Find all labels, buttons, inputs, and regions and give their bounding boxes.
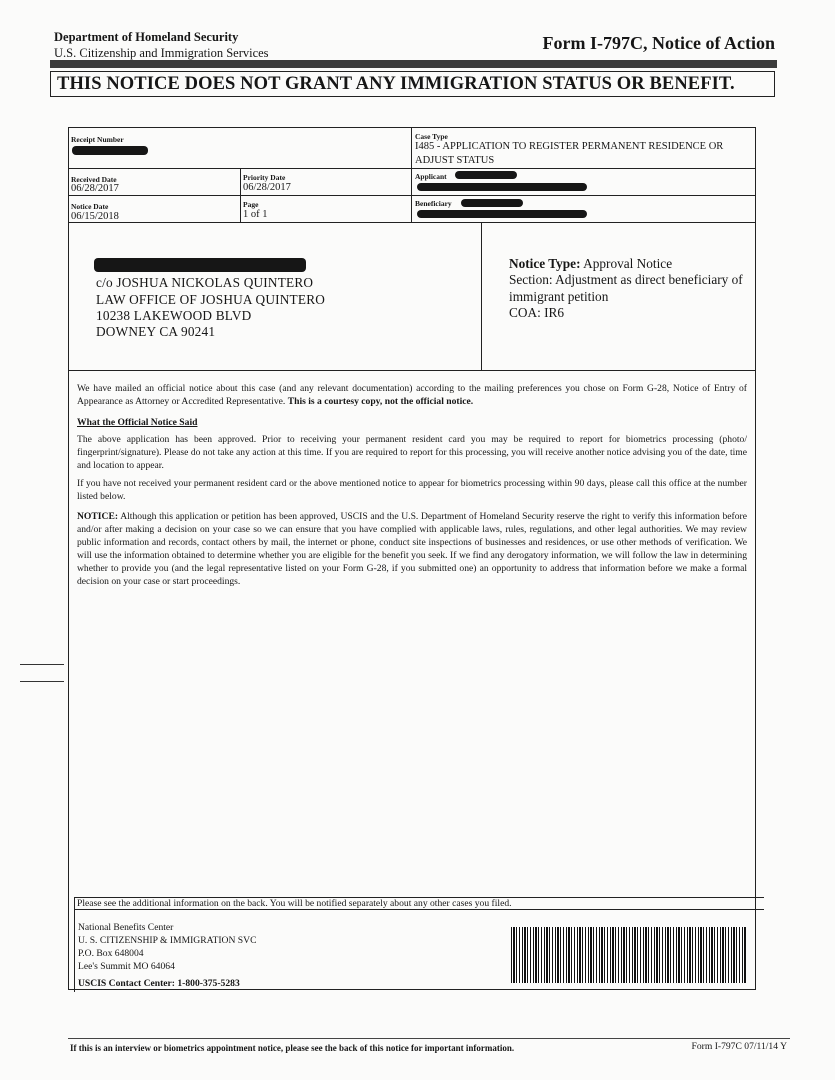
office-line-1: National Benefits Center [78, 922, 174, 933]
department-name: Department of Homeland Security [54, 30, 239, 44]
redaction-bar [417, 183, 587, 191]
address-line-3: 10238 LAKEWOOD BLVD [96, 308, 252, 323]
section-heading-text: What the Official Notice Said [77, 417, 198, 428]
disclaimer-banner: THIS NOTICE DOES NOT GRANT ANY IMMIGRATION STATUS OR BENEFIT. [50, 71, 775, 97]
notice-date: 06/15/2018 [71, 211, 119, 222]
office-line-4: Lee's Summit MO 64064 [78, 961, 175, 972]
office-line-3: P.O. Box 648004 [78, 948, 144, 959]
form-title: Form I-797C, Notice of Action [542, 33, 775, 53]
form-code: Form I-797C 07/11/14 Y [691, 1041, 787, 1052]
grid-line [68, 370, 756, 371]
grid-line [68, 168, 756, 169]
notice-label: NOTICE: [77, 511, 119, 522]
intro-text: We have mailed an official notice about this case (and any relevant documentation) according to the mailing preferences you chose on Form G-28, Notice of Entry of Appearance as Attorney or Accredited Representative. [77, 383, 747, 407]
coa: COA: IR6 [509, 305, 565, 320]
contact-center: USCIS Contact Center: 1-800-375-5283 [78, 978, 240, 989]
section-line-2: immigrant petition [509, 289, 609, 304]
grid-line [411, 127, 412, 222]
address-line-1: c/o JOSHUA NICKOLAS QUINTERO [96, 275, 314, 290]
section-line-1: Section: Adjustment as direct beneficiary of [509, 272, 743, 287]
received-date: 06/28/2017 [71, 183, 119, 194]
grid-line [240, 168, 241, 222]
biometrics-paragraph: If you have not received your permanent resident card or the above mentioned notice to appear for biometrics processing within 90 days, please call this office at the number listed below. [77, 478, 747, 502]
redaction-bar [417, 210, 587, 218]
grid-line [68, 222, 756, 223]
margin-mark [20, 664, 64, 665]
priority-date-label: Priority Date [243, 173, 286, 182]
case-type-line1: I485 - APPLICATION TO REGISTER PERMANENT RESIDENCE OR [415, 141, 724, 152]
grid-line [481, 222, 482, 370]
office-line-2: U. S. CITIZENSHIP & IMMIGRATION SVC [78, 935, 257, 946]
notice-type [509, 256, 672, 272]
margin-mark [20, 681, 64, 682]
redaction-bar [455, 171, 517, 179]
grid-line [68, 195, 756, 196]
notice-type-value: Approval Notice [583, 256, 673, 271]
notice-text: Although this application or petition has been approved, USCIS and the U.S. Department of Homeland Security reserve the right to verify this information before and/or after making a decision on your case so we can ensure that you have complied with applicable laws, rules, regulations, and other legal authorities. We may review public information and records, contact others by mail, the internet or phone, conduct site inspections of businesses and residences, or use other methods of verification. We will use the information obtained to determine whether you are eligible for the benefit you seek. If we find any derogatory information, we will follow the law in determining whether to provide you (and the legal representative listed on your Form G-28, if you submitted one) an opportunity to address that information before we make a formal decision on your case or start proceedings. [77, 511, 747, 587]
case-type-line2: ADJUST STATUS [415, 155, 495, 166]
agency-name: U.S. Citizenship and Immigration Services [54, 46, 269, 60]
grid-line [74, 909, 764, 910]
receipt-number-label: Receipt Number [71, 135, 124, 144]
section-heading [77, 416, 747, 429]
bottom-rule [68, 1038, 790, 1039]
courtesy-copy-note: This is a courtesy copy, not the official notice. [287, 396, 474, 407]
notice-type-label: Notice Type: [509, 256, 581, 271]
notice-date-label: Notice Date [71, 202, 109, 211]
notice-paragraph [77, 510, 747, 588]
address-line-2: LAW OFFICE OF JOSHUA QUINTERO [96, 292, 326, 307]
additional-info-note: Please see the additional information on the back. You will be notified separately about any other cases you filed. [77, 898, 512, 909]
applicant-label: Applicant [415, 172, 447, 181]
address-line-4: DOWNEY CA 90241 [96, 324, 216, 339]
beneficiary-label: Beneficiary [415, 199, 452, 208]
bottom-note: If this is an interview or biometrics appointment notice, please see the back of this notice for important information. [70, 1043, 515, 1053]
page-label: Page [243, 200, 259, 209]
priority-date: 06/28/2017 [243, 182, 291, 193]
case-type-label: Case Type [415, 132, 448, 141]
redaction-bar [461, 199, 523, 207]
received-date-label: Received Date [71, 175, 117, 184]
grid-line [74, 897, 75, 992]
approval-paragraph: The above application has been approved. Prior to receiving your permanent resident card you may be required to report for biometrics processing (photo/ fingerprint/signature). Please do not take any action at this time. If you are required to report for this processing, you will receive another notice advising you of the date, time and location to appear. [77, 434, 747, 471]
barcode [511, 927, 746, 983]
page-value: 1 of 1 [243, 209, 268, 220]
header-bar [50, 60, 777, 68]
redaction-bar [94, 258, 306, 272]
intro-paragraph [77, 382, 747, 408]
redaction-bar [72, 146, 148, 155]
